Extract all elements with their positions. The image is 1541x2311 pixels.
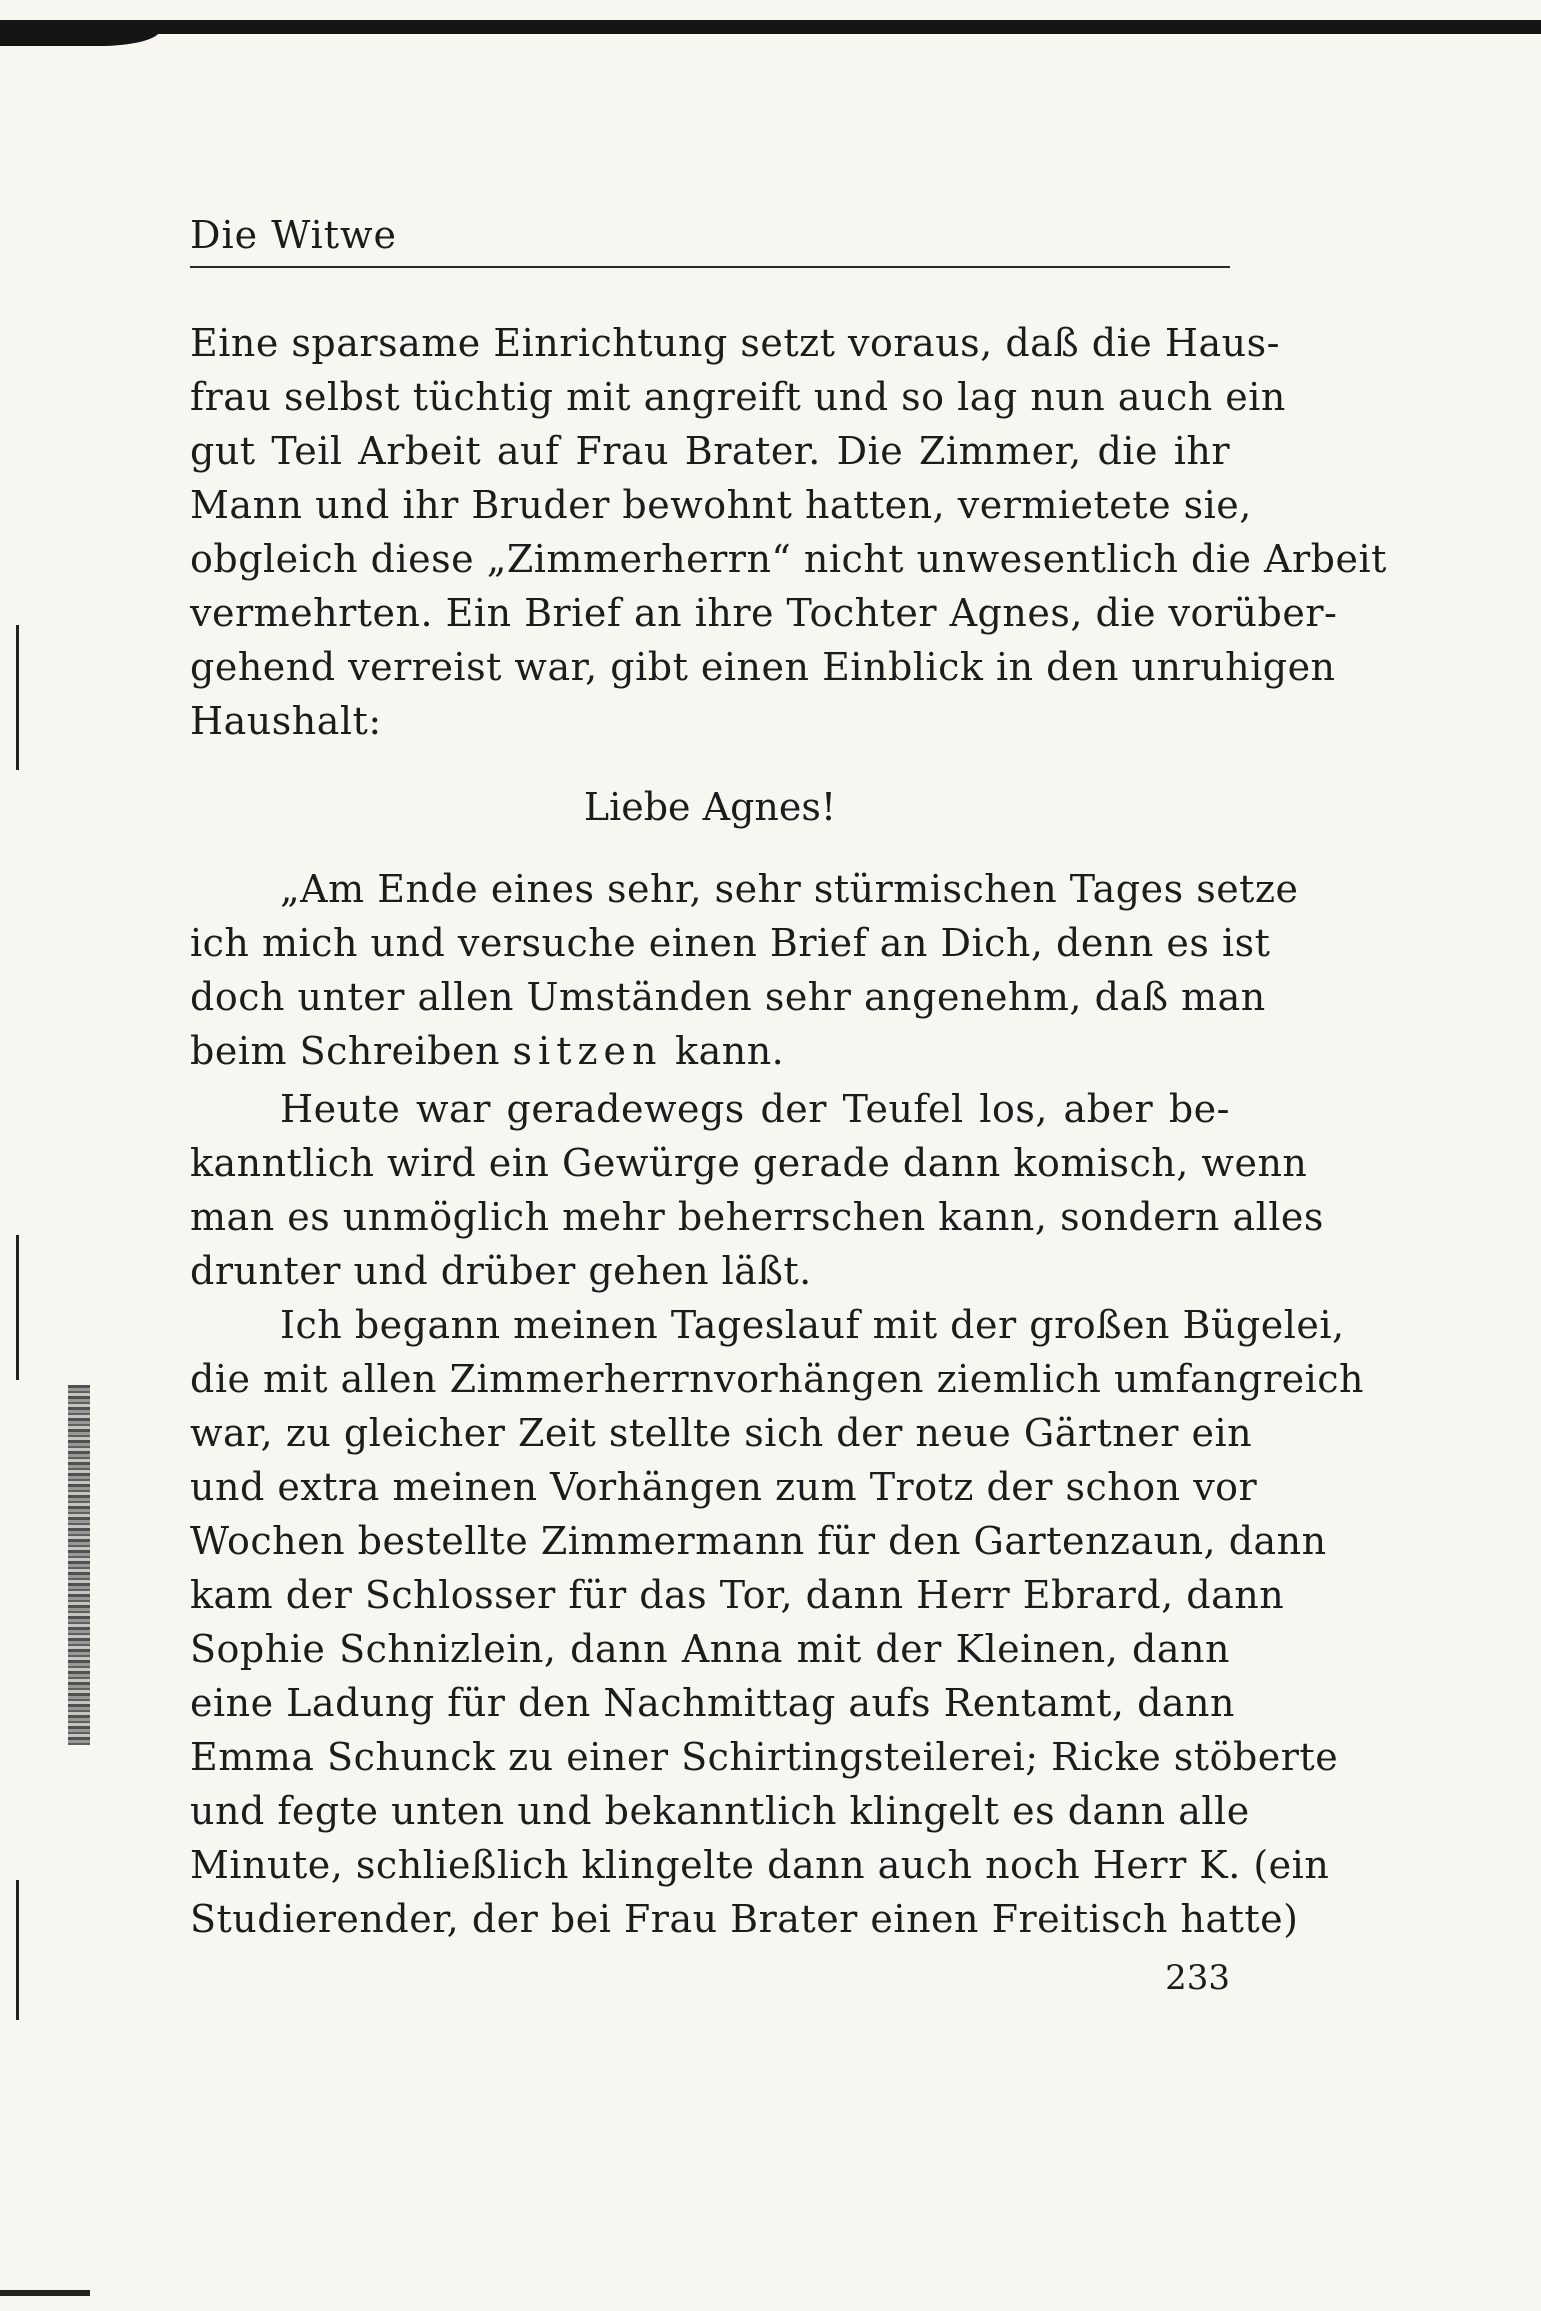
emphasized-word: sitzen xyxy=(512,1029,663,1073)
text-line: Emma Schunck zu einer Schirtingsteilerei; Ricke stöberte xyxy=(190,1735,1339,1779)
text-line: Haushalt: xyxy=(190,699,382,743)
text-line: war, zu gleicher Zeit stellte sich der neue Gärtner ein xyxy=(190,1411,1253,1455)
text-line: frau selbst tüchtig mit angreift und so lag nun auch ein xyxy=(190,375,1286,419)
text-line: Ich begann meinen Tageslauf mit der großen Bügelei, xyxy=(280,1303,1345,1347)
text-line: ich mich und versuche einen Brief an Dich, denn es ist xyxy=(190,921,1271,965)
text-line: Eine sparsame Einrichtung setzt voraus, daß die Haus- xyxy=(190,321,1280,365)
header-rule xyxy=(190,266,1230,268)
letter-paragraph-2 xyxy=(190,1082,1324,1298)
letter-paragraph-1 xyxy=(190,862,1299,1078)
text-line: kam der Schlosser für das Tor, dann Herr Ebrard, dann xyxy=(190,1573,1285,1617)
text-line xyxy=(190,1024,1230,1078)
text-line: doch unter allen Umständen sehr angenehm, daß man xyxy=(190,975,1266,1019)
scan-mark-left-1 xyxy=(16,625,19,770)
text-line: die mit allen Zimmerherrnvorhängen ziemlich umfangreich xyxy=(190,1357,1365,1401)
running-head: Die Witwe xyxy=(190,213,398,257)
letter-salutation: Liebe Agnes! xyxy=(583,785,837,829)
text-line: eine Ladung für den Nachmittag aufs Rentamt, dann xyxy=(190,1681,1236,1725)
text-line: gehend verreist war, gibt einen Einblick in den unruhigen xyxy=(190,645,1336,689)
text-line: Heute war geradewegs der Teufel los, aber be- xyxy=(280,1087,1230,1131)
text-line: Mann und ihr Bruder bewohnt hatten, vermietete sie, xyxy=(190,483,1252,527)
page-number: 233 xyxy=(1165,1958,1230,1998)
text-line: man es unmöglich mehr beherrschen kann, sondern alles xyxy=(190,1195,1324,1239)
text-segment: beim Schreiben xyxy=(190,1029,513,1073)
text-line: obgleich diese „Zimmerherrn“ nicht unwesentlich die Arbeit xyxy=(190,537,1387,581)
paragraph-intro xyxy=(190,316,1387,748)
text-line: Studierender, der bei Frau Brater einen Freitisch hatte) xyxy=(190,1897,1299,1941)
text-line: Sophie Schnizlein, dann Anna mit der Kleinen, dann xyxy=(190,1627,1230,1671)
text-line: vermehrten. Ein Brief an ihre Tochter Agnes, die vorüber- xyxy=(190,591,1338,635)
text-line: Wochen bestellte Zimmermann für den Gartenzaun, dann xyxy=(190,1519,1327,1563)
letter-paragraph-3 xyxy=(190,1298,1365,1946)
scan-mark-left-2 xyxy=(16,1235,19,1380)
margin-ornament xyxy=(68,1385,90,1745)
text-line: gut Teil Arbeit auf Frau Brater. Die Zimmer, die ihr xyxy=(190,429,1230,473)
top-edge-shadow xyxy=(0,30,160,46)
scan-mark-bottom xyxy=(0,2290,90,2296)
text-line: Minute, schließlich klingelte dann auch noch Herr K. (ein xyxy=(190,1843,1330,1887)
scan-mark-left-3 xyxy=(16,1880,19,2020)
text-line: kanntlich wird ein Gewürge gerade dann komisch, wenn xyxy=(190,1141,1308,1185)
text-line: und extra meinen Vorhängen zum Trotz der schon vor xyxy=(190,1465,1258,1509)
top-edge-rule xyxy=(0,20,1541,34)
text-segment: kann. xyxy=(662,1029,785,1073)
text-line: und fegte unten und bekanntlich klingelt es dann alle xyxy=(190,1789,1250,1833)
text-line: „Am Ende eines sehr, sehr stürmischen Tages setze xyxy=(280,867,1299,911)
text-line: drunter und drüber gehen läßt. xyxy=(190,1249,812,1293)
